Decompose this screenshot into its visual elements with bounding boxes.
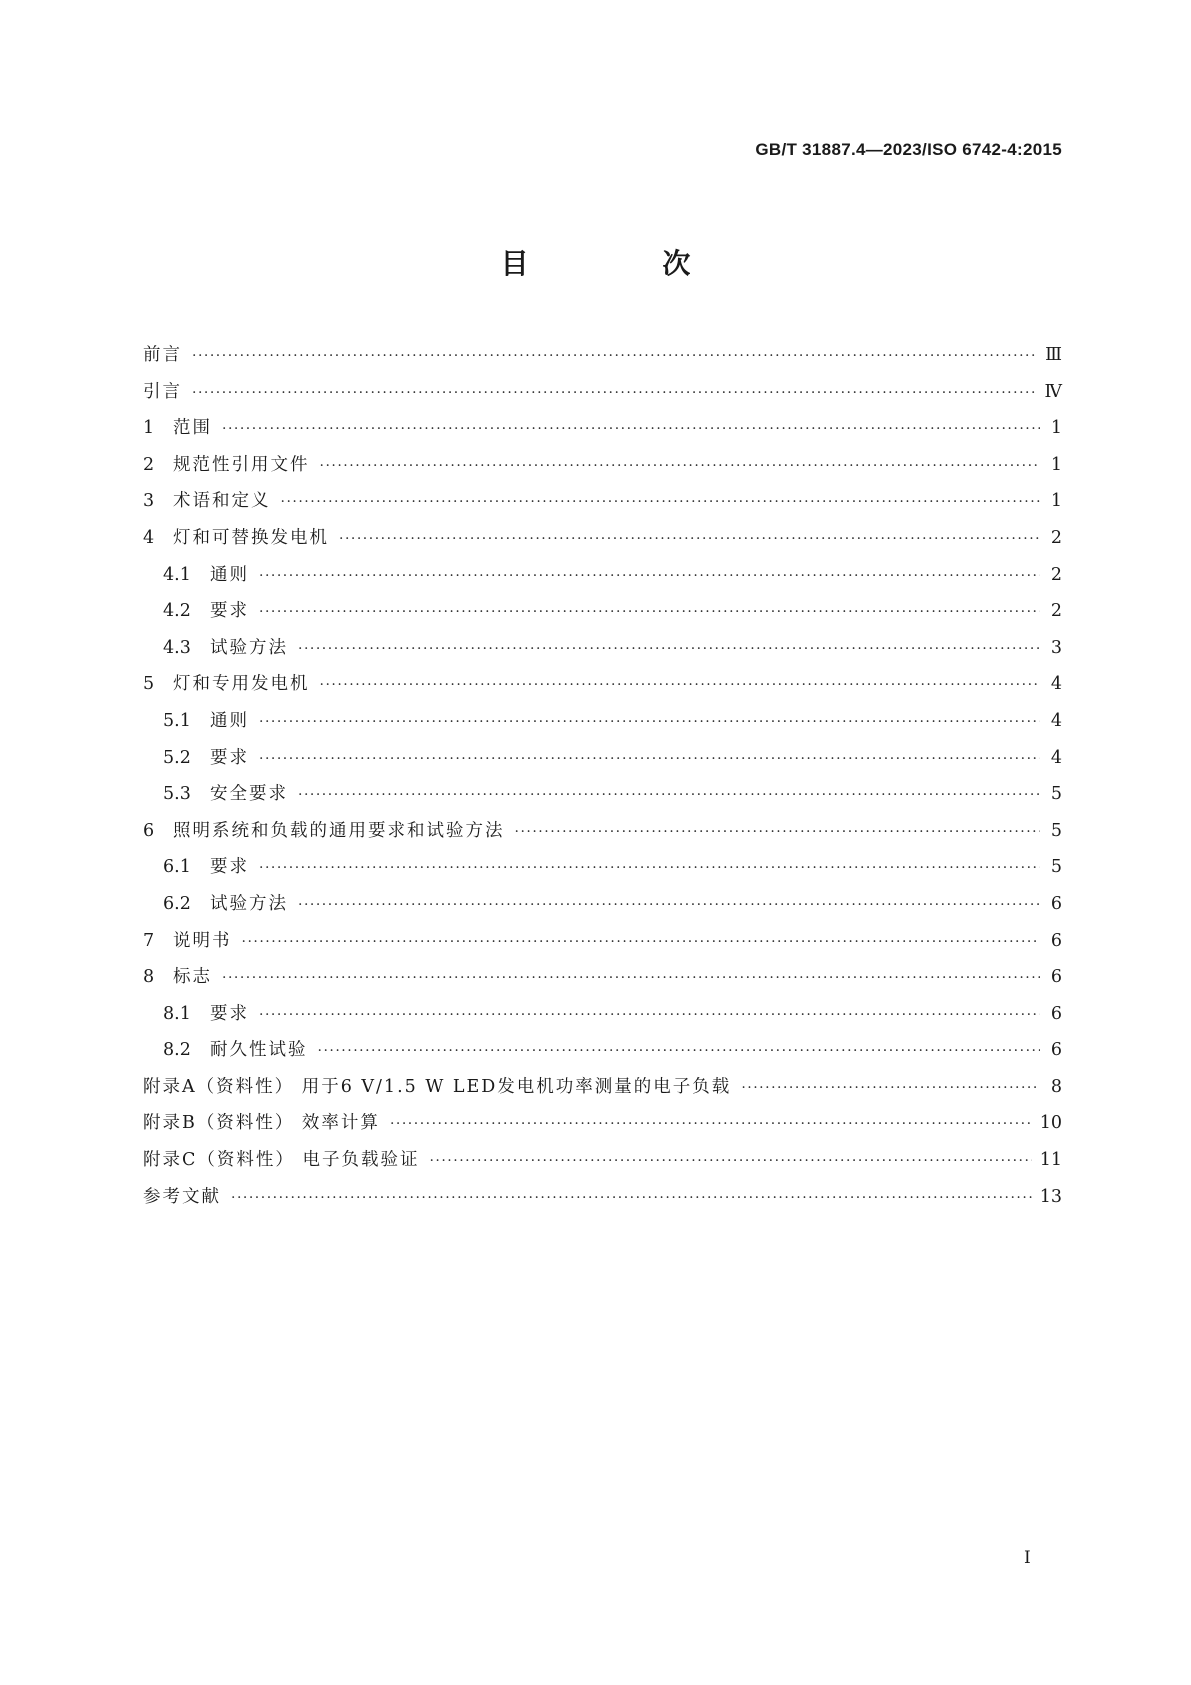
toc-entry-page: 1	[1050, 418, 1062, 439]
toc-leader-dots	[259, 604, 1040, 620]
toc-entry-4-2[interactable]	[143, 597, 1062, 634]
toc-entry-page: 6	[1050, 1040, 1062, 1061]
toc-entry-page: 6	[1050, 893, 1062, 914]
toc-entry-page: 4	[1050, 710, 1062, 731]
toc-entry-title: 说明书	[173, 930, 232, 951]
toc-entry-bibliography[interactable]	[143, 1183, 1062, 1220]
toc-entry-annex-b[interactable]	[143, 1109, 1062, 1146]
toc-entry-title: 前言	[143, 345, 182, 365]
toc-entry-number: 5.3	[163, 784, 191, 805]
toc-entry-number: 5.2	[163, 747, 191, 768]
toc-entry-title: 引言	[143, 381, 182, 402]
toc-leader-dots	[320, 458, 1041, 474]
toc-entry-4-1[interactable]	[143, 561, 1062, 598]
toc-leader-dots	[429, 1153, 1031, 1169]
toc-entry-page: 2	[1050, 527, 1062, 548]
toc-entry-title: 试验方法	[210, 893, 288, 914]
toc-leader-dots	[259, 714, 1040, 730]
toc-leader-dots	[741, 1080, 1040, 1096]
table-of-contents	[143, 341, 1062, 1219]
toc-entry-title: 术语和定义	[173, 491, 271, 512]
toc-entry-page: 5	[1050, 784, 1062, 805]
toc-entry-number: 2	[143, 454, 155, 475]
toc-entry-5-1[interactable]	[143, 707, 1062, 744]
toc-entry-page: 6	[1050, 930, 1062, 951]
toc-entry-1[interactable]	[143, 414, 1062, 451]
standard-code: GB/T 31887.4—2023/ISO 6742-4:2015	[755, 140, 1062, 159]
toc-entry-number: 6	[143, 820, 155, 841]
toc-entry-page: 4	[1050, 674, 1062, 695]
toc-entry-foreword[interactable]	[143, 341, 1062, 378]
toc-entry-number: 4.2	[163, 601, 191, 622]
toc-entry-number: 4.3	[163, 637, 191, 658]
toc-entry-title: 范围	[173, 418, 212, 439]
toc-entry-page: 6	[1050, 967, 1062, 988]
toc-entry-number: 8	[143, 967, 155, 988]
toc-entry-4[interactable]	[143, 524, 1062, 561]
toc-leader-dots	[231, 1190, 1032, 1206]
toc-entry-title: 附录B（资料性） 效率计算	[143, 1113, 380, 1134]
toc-leader-dots	[259, 568, 1040, 584]
toc-entry-number: 5.1	[163, 710, 191, 731]
toc-entry-number: 5	[143, 674, 155, 695]
toc-entry-5[interactable]	[143, 670, 1062, 707]
toc-leader-dots	[298, 641, 1040, 657]
toc-entry-number: 4.1	[163, 564, 191, 585]
toc-entry-title: 灯和可替换发电机	[173, 527, 329, 548]
toc-leader-dots	[320, 677, 1041, 693]
toc-entry-page: 13	[1039, 1186, 1062, 1207]
toc-entry-title: 灯和专用发电机	[173, 674, 310, 695]
toc-entry-title: 参考文献	[143, 1186, 221, 1207]
toc-leader-dots	[222, 970, 1040, 986]
toc-entry-number: 7	[143, 930, 155, 951]
toc-entry-page: 2	[1050, 601, 1062, 622]
toc-entry-6[interactable]	[143, 817, 1062, 854]
toc-entry-page: 10	[1039, 1113, 1062, 1134]
toc-entry-title: 耐久性试验	[210, 1040, 308, 1061]
toc-entry-title: 附录C（资料性） 电子负载验证	[143, 1150, 420, 1171]
toc-leader-dots	[339, 531, 1040, 547]
toc-entry-title: 安全要求	[210, 784, 288, 805]
toc-entry-7[interactable]	[143, 927, 1062, 964]
toc-entry-2[interactable]	[143, 451, 1062, 488]
toc-leader-dots	[390, 1116, 1032, 1132]
toc-entry-annex-c[interactable]	[143, 1146, 1062, 1183]
toc-entry-number: 8.1	[163, 1003, 191, 1024]
toc-entry-5-2[interactable]	[143, 744, 1062, 781]
toc-entry-page: 11	[1039, 1150, 1062, 1171]
toc-entry-number: 6.1	[163, 857, 191, 878]
toc-entry-8[interactable]	[143, 963, 1062, 1000]
toc-entry-6-2[interactable]	[143, 890, 1062, 927]
toc-entry-title: 规范性引用文件	[173, 454, 310, 475]
toc-entry-5-3[interactable]	[143, 780, 1062, 817]
toc-entry-title: 试验方法	[210, 637, 288, 658]
toc-leader-dots	[515, 824, 1041, 840]
toc-entry-4-3[interactable]	[143, 634, 1062, 671]
toc-leader-dots	[192, 348, 1037, 364]
toc-leader-dots	[259, 751, 1040, 767]
toc-entry-title: 通则	[210, 710, 249, 731]
toc-entry-page: 1	[1050, 491, 1062, 512]
page-folio: I	[1024, 1548, 1031, 1568]
toc-entry-8-1[interactable]	[143, 1000, 1062, 1037]
toc-entry-title: 要求	[210, 857, 249, 878]
toc-entry-page: 3	[1050, 637, 1062, 658]
toc-entry-page: 4	[1050, 747, 1062, 768]
toc-entry-title: 要求	[210, 1003, 249, 1024]
toc-leader-dots	[259, 860, 1040, 876]
toc-leader-dots	[242, 934, 1041, 950]
toc-entry-title: 照明系统和负载的通用要求和试验方法	[173, 820, 505, 841]
toc-entry-6-1[interactable]	[143, 853, 1062, 890]
toc-entry-number: 8.2	[163, 1040, 191, 1061]
toc-entry-3[interactable]	[143, 487, 1062, 524]
toc-entry-title: 标志	[173, 967, 212, 988]
toc-entry-8-2[interactable]	[143, 1036, 1062, 1073]
toc-entry-introduction[interactable]	[143, 378, 1062, 415]
toc-leader-dots	[281, 494, 1041, 510]
toc-entry-number: 4	[143, 527, 155, 548]
toc-leader-dots	[298, 897, 1040, 913]
toc-entry-title: 附录A（资料性） 用于6 V/1.5 W LED发电机功率测量的电子负载	[143, 1076, 732, 1097]
toc-entry-title: 要求	[210, 747, 249, 768]
toc-leader-dots	[192, 385, 1037, 401]
toc-entry-page: 5	[1050, 857, 1062, 878]
toc-entry-page: 2	[1050, 564, 1062, 585]
toc-entry-page: 8	[1050, 1076, 1062, 1097]
toc-entry-page: Ⅳ	[1044, 381, 1062, 402]
toc-entry-number: 3	[143, 491, 155, 512]
toc-entry-number: 6.2	[163, 893, 191, 914]
toc-entry-page: 6	[1050, 1003, 1062, 1024]
toc-leader-dots	[298, 787, 1040, 803]
toc-entry-page: Ⅲ	[1045, 345, 1062, 365]
toc-leader-dots	[318, 1043, 1041, 1059]
toc-leader-dots	[259, 1007, 1040, 1023]
toc-entry-annex-a[interactable]	[143, 1073, 1062, 1110]
toc-entry-title: 要求	[210, 601, 249, 622]
page-title: 目 次	[500, 247, 753, 280]
toc-entry-number: 1	[143, 418, 155, 439]
toc-entry-title: 通则	[210, 564, 249, 585]
toc-leader-dots	[222, 421, 1040, 437]
toc-entry-page: 5	[1050, 820, 1062, 841]
toc-entry-page: 1	[1050, 454, 1062, 475]
